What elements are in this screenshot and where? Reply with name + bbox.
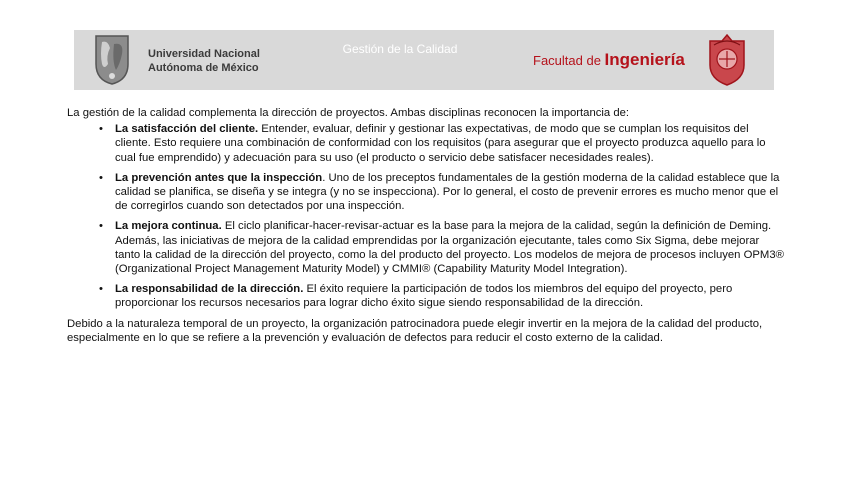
bullet-icon: • — [99, 171, 103, 184]
university-name-line2: Autónoma de México — [148, 62, 259, 74]
closing-paragraph: Debido a la naturaleza temporal de un proyecto, la organización patrocinadora puede elegir invertir en la mejora de la calidad del producto, especialmente en lo que se refiere a la prevención y evaluación de defectos para reducir el costo externo de la calidad. — [67, 317, 763, 344]
slide-content — [67, 106, 785, 345]
faculty-name — [533, 50, 685, 70]
university-name-line1: Universidad Nacional — [148, 48, 260, 60]
item-title: La prevención antes que la inspección — [115, 171, 323, 184]
item-text: . Uno de los preceptos fundamentales de la gestión moderna de la calidad establece que la calidad se planifica, se diseña y se integra (y no se inspecciona). Por lo general, el costo de prevenir errores es mucho menor que el de corregirlos cuando son detectados por una inspección. — [115, 171, 780, 213]
list-item — [99, 171, 785, 214]
list-item — [99, 282, 785, 310]
list-item — [99, 122, 785, 165]
item-text: Entender, evaluar, definir y gestionar las expectativas, de modo que se cumplan los requisitos del cliente. Esto requiere una combinación de conformidad con los requisitos (para asegurar que el proyecto produzca aquello para lo cual fue emprendido) y adecuación para su uso (el producto o servicio debe satisfacer necesidades reales). — [115, 123, 766, 164]
bullet-icon: • — [99, 123, 103, 136]
engineering-crest-logo — [704, 33, 750, 87]
item-title: La satisfacción del cliente. — [115, 123, 259, 136]
bullet-icon: • — [99, 283, 103, 296]
faculty-prefix: Facultad de — [533, 53, 605, 68]
item-title: La mejora continua. — [115, 220, 222, 233]
page-title: Gestión de la Calidad — [342, 42, 458, 56]
faculty-name-strong: Ingeniería — [604, 50, 685, 69]
intro-paragraph: La gestión de la calidad complementa la dirección de proyectos. Ambas disciplinas reconocen la importancia de: — [67, 107, 630, 119]
list-item — [99, 219, 785, 276]
item-title: La responsabilidad de la dirección. — [115, 283, 304, 296]
bullet-icon: • — [99, 220, 103, 233]
item-text: El ciclo planificar-hacer-revisar-actuar es la base para la mejora de la calidad, según la definición de Deming. Además, las iniciativas de mejora de la calidad emprendidas por la organización ejecutante, tales como Six Sigma, debe mejorar tanto la calidad de la dirección del proyecto, como la del producto del proyecto. Los modelos de mejora de procesos incluyen OPM3® (Organizational Project Management Maturity Model) y CMMI® (Capability Maturity Model Integration). — [115, 220, 784, 276]
bullet-list — [67, 122, 785, 310]
item-text: El éxito requiere la participación de todos los miembros del equipo del proyecto, pero proporcionar los recursos necesarios para lograr dicho éxito sigue siendo responsabilidad de la dirección. — [115, 283, 733, 310]
header-banner — [74, 30, 774, 90]
